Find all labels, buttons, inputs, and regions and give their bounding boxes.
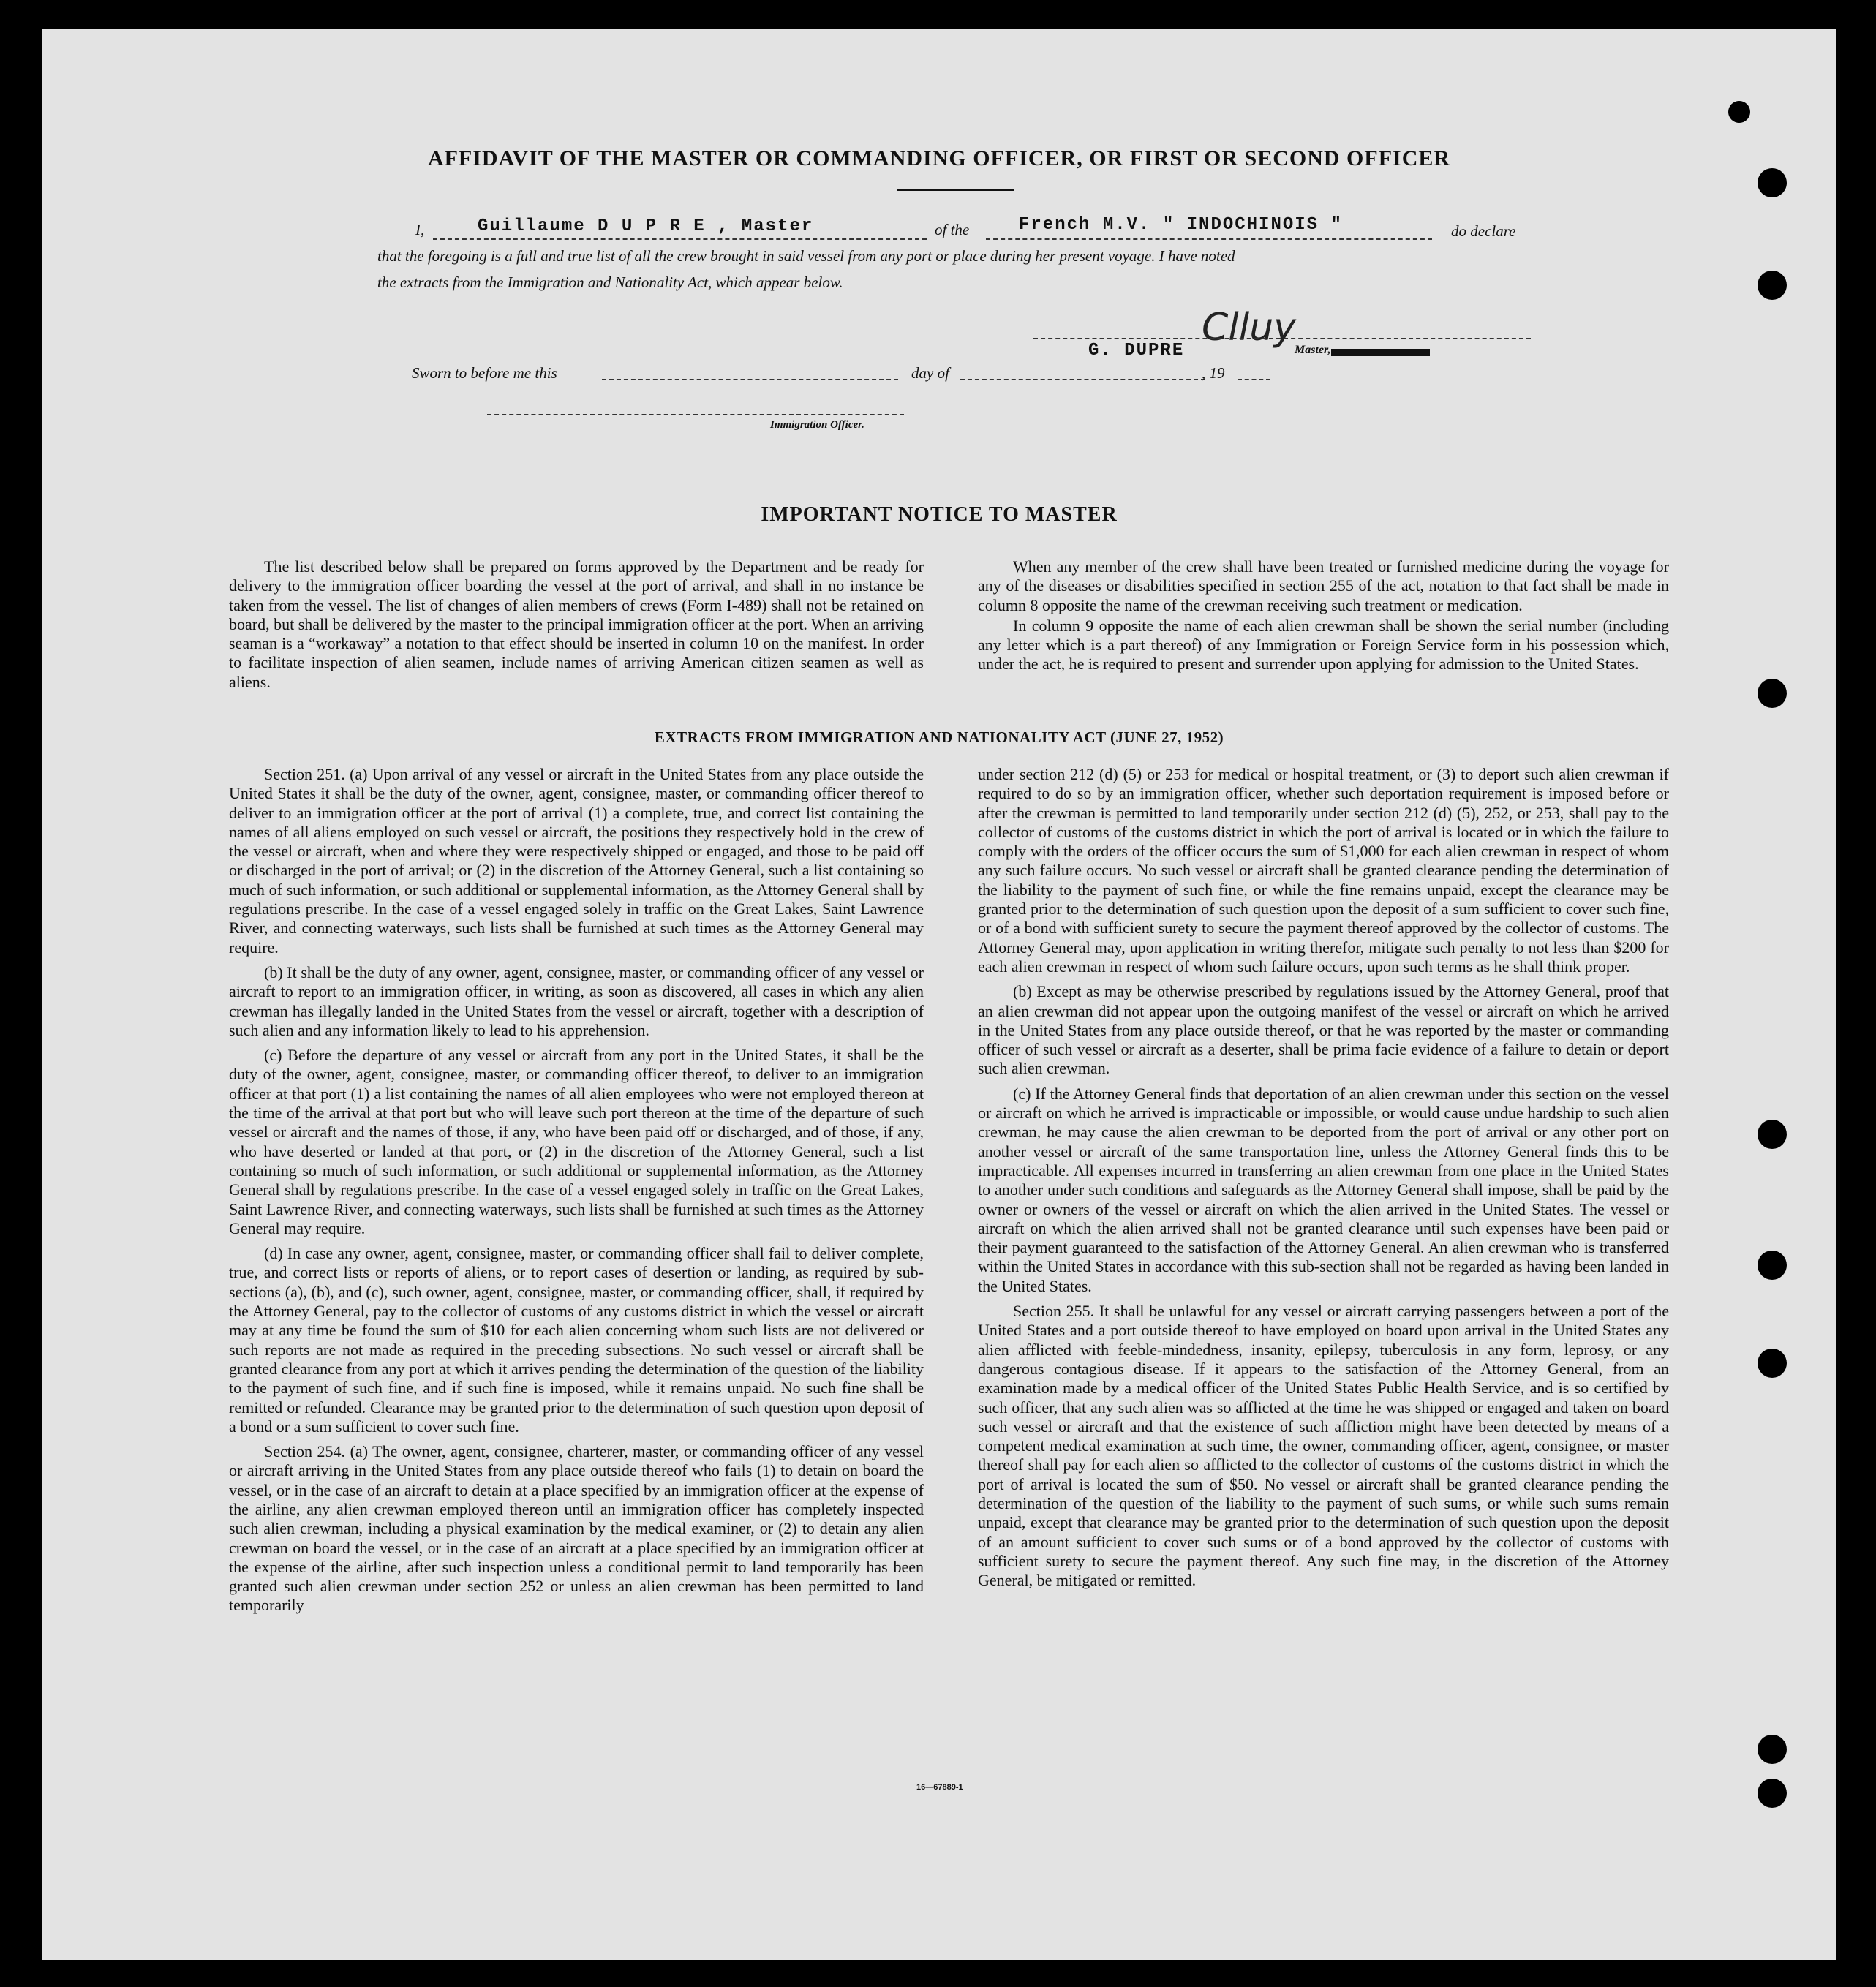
i-label: I, [415,221,425,238]
punch-hole [1758,1251,1787,1280]
do-declare-label: do declare [1451,222,1516,240]
document-page [42,29,1836,1960]
extracts-left-column [229,765,924,1621]
printer-code: 16—67889-1 [916,1783,963,1792]
extract-section-254c: (c) If the Attorney General finds that deportation of an alien crewman under this section on the vessel or aircraft on which he arrived is impracticable or impossible, or would cause undue hardship to such alien crewman, he may cause the alien crewman to be deported from the port of arrival or any other port on another vessel or aircraft of the same transportation line, unless the Attorney General finds this to be impracticable. All expenses incurred in transferring an alien crewman from one place in the United States to another under such conditions and safeguards as the Attorney General shall impose, shall be paid by the owner or owners of the vessel or aircraft on which the alien arrived in the United States. The vessel or aircraft on which the alien arrived shall not be granted clearance until such expenses have been paid or their payment guaranteed to the satisfaction of the Attorney General. An alien crewman who is transferred within the United States in accordance with this sub-section shall not be regarded as having been landed in the United States. [978,1084,1669,1295]
punch-hole [1758,168,1787,197]
extract-section-254a: Section 254. (a) The owner, agent, consignee, charterer, master, or commanding officer of any vessel or aircraft arriving in the United States from any place outside thereof who fails (1) to detain on board the vessel, or in the case of an aircraft to detain at a place specified by an immigration officer at the expense of the airline, any alien crewman employed thereon until an immigration officer has completely inspected such alien crewman, including a physical examination by the medical examiner, or (2) to detain any alien crewman on board the vessel, or in the case of an aircraft at a place specified by an immigration officer at the expense of the airline, after such inspection unless a conditional permit to land temporarily has been granted such alien crewman under section 252 or unless an alien crewman has been permitted to land temporarily [229,1442,924,1615]
extracts-heading: EXTRACTS FROM IMMIGRATION AND NATIONALITY ACT (JUNE 27, 1952) [654,728,1224,746]
struck-out-title [1331,349,1430,356]
master-signature: Clluy [1202,306,1296,350]
form-title: AFFIDAVIT OF THE MASTER OR COMMANDING OFFICER, OR FIRST OR SECOND OFFICER [427,146,1451,170]
declaration-line-1: that the foregoing is a full and true list of all the crew brought in said vessel from any port or place during her present voyage. I have noted [377,247,1235,265]
year-prefix: , 19 [1202,364,1225,382]
extract-section-251a: Section 251. (a) Upon arrival of any vessel or aircraft in the United States from any place outside the United States it shall be the duty of the owner, agent, consignee, master, or commanding officer thereof to deliver to an immigration officer at the port of arrival (1) a complete, true, and correct list containing the names of all aliens employed on such vessel or aircraft, the positions they respectively hold in the crew of the vessel or aircraft, when and where they were respectively shipped or engaged, and those to be paid off or discharged in the port of arrival; or (2) in the discretion of the Attorney General, such a list containing so much of such information, or such additional or supplemental information, as the Attorney General shall by regulations prescribe. In the case of a vessel engaged solely in traffic on the Great Lakes, Saint Lawrence River, and connecting waterways, such lists shall be furnished at such times as the Attorney General may require. [229,765,924,957]
notice-left-paragraph: The list described below shall be prepared on forms approved by the Department and be ready for delivery to the immigration officer boarding the vessel at the port of arrival, and shall in no instance be taken from the vessel. The list of changes of alien members of crews (Form I-489) shall not be retained on board, but shall be delivered by the master to the principal immigration officer at the port. When an arriving seaman is a “workaway” a notation to that effect should be inserted in column 10 on the manifest. In order to facilitate inspection of alien seamen, include names of arriving American citizen seamen as well as aliens. [229,557,924,691]
extract-section-251d: (d) In case any owner, agent, consignee, master, or commanding officer shall fail to deliver complete, true, and correct lists or reports of aliens, or to report cases of desertion or landing, as required by sub-sections (a), (b), and (c), such owner, agent, consignee, master, or commanding officer, shall, if required by the Attorney General, pay to the collector of customs of any customs district in which the vessel or aircraft may at any time be found the sum of $10 for each alien concerning whom such lists are not delivered or such reports are not made as required in the preceding subsections. No such vessel or aircraft shall be granted clearance from any port at which it arrives pending the determination of the question of the liability to the payment of such fine, and if such fine is imposed, while it remains unpaid. No such fine shall be remitted or refunded. Clearance may be granted prior to the determination of such question upon deposit of a bond or a sum sufficient to cover such fine. [229,1244,924,1436]
signed-name: G. DUPRE [1088,341,1185,361]
sworn-day-line [602,379,898,380]
punch-hole [1758,1735,1787,1764]
extracts-right-column [978,765,1669,1596]
sworn-year-line [1238,379,1270,380]
punch-hole [1758,679,1787,708]
sworn-month-line [960,379,1205,380]
master-name-line [433,238,927,240]
punch-hole-partial [1728,101,1750,123]
extract-section-254b: (b) Except as may be otherwise prescribed by regulations issued by the Attorney General, proof that an alien crewman did not appear upon the outgoing manifest of the vessel or aircraft on which he arrived in the United States from any place outside thereof, or that he was reported by the master or commanding officer of such vessel or aircraft as a deserter, shall be prima facie evidence of a failure to detain or deport such alien crewman. [978,982,1669,1078]
extract-section-251c: (c) Before the departure of any vessel or aircraft from any port in the United States, it shall be the duty of the owner, agent, consignee, master, or commanding officer thereof, to deliver to an immigration officer at that port (1) a list containing the names of all alien employees who were not employed thereon at the time of the arrival at that port but who will leave such port thereon at the time of the departure of such vessel or aircraft and the names of those, if any, who have been paid off or discharged, and of those, if any, who have deserted or landed at that port, or (2) in the discretion of the Attorney General, such a list containing so much of such information, or such additional or supplemental information, as the Attorney General shall by regulations prescribe. In the case of a vessel engaged solely in traffic on the Great Lakes, Saint Lawrence River, and connecting waterways, such lists shall be furnished at such times as the Attorney General may require. [229,1046,924,1237]
notice-right-paragraph-1: When any member of the crew shall have been treated or furnished medicine during the voyage for any of the diseases or disabilities specified in section 255 of the act, notation to that fact shall be made in column 8 opposite the name of the crewman receiving such treatment or medication. [978,557,1669,614]
of-the-label: of the [935,221,970,238]
vessel-name-field: French M.V. " INDOCHINOIS " [1019,215,1343,235]
signature-line [1033,338,1531,339]
notice-right-column [978,557,1669,680]
day-of-label: day of [911,364,949,382]
extract-section-254a-cont: under section 212 (d) (5) or 253 for medical or hospital treatment, or (3) to deport such alien crewman if required to do so by an immigration officer, whether such deportation requirement is imposed before or after the crewman is permitted to land temporarily under section 212 (d) (5), 252, or 253, shall pay to the collector of customs of the customs district in which the port of arrival is located or in which the failure to comply with the orders of the officer occurs the sum of $1,000 for each alien crewman in respect of whom any such failure occurs. No such vessel or aircraft shall be granted clearance pending the determination of the liability to the payment of such fine, or while the fine remains unpaid, except the clearance may be granted prior to the determination of such question upon the deposit of a sum sufficient to cover such fine, or of a bond with sufficient surety to secure the payment thereof approved by the collector of customs. The Attorney General may, upon application in writing therefor, mitigate such penalty to not less than $200 for each alien crewman in respect of whom such failure occurs, upon such terms as he shall think proper. [978,765,1669,976]
officer-label: Immigration Officer. [770,419,864,431]
title-underline [897,189,1014,191]
vessel-name-line [986,238,1432,240]
declaration-line-2: the extracts from the Immigration and Nationality Act, which appear below. [377,274,843,291]
officer-signature-line [487,414,904,415]
punch-hole [1758,1120,1787,1149]
notice-left-column [229,557,924,698]
punch-hole [1758,1349,1787,1378]
extract-section-251b: (b) It shall be the duty of any owner, agent, consignee, master, or commanding officer of any vessel or aircraft to report to an immigration officer, in writing, as soon as discovered, all cases in which any alien crewman has illegally landed in the United States from the vessel or aircraft, together with a description of such alien and any information likely to lead to his apprehension. [229,962,924,1039]
notice-heading: IMPORTANT NOTICE TO MASTER [761,503,1118,526]
sworn-label: Sworn to before me this [412,364,557,382]
extract-section-255: Section 255. It shall be unlawful for any vessel or aircraft carrying passengers between a port of the United States and a port outside thereof to have employed on board upon arrival in the United States any alien afflicted with feeble-mindedness, insanity, epilepsy, tuberculosis in any form, leprosy, or any dangerous contagious disease. If it appears to the satisfaction of the Attorney General, from an examination made by a medical officer of the United States Public Health Service, and is so certified by such officer, that any such alien was so afflicted at the time he was shipped or engaged and taken on board such vessel or aircraft and that the existence of such affliction might have been detected by means of a competent medical examination at such time, the owner, commanding officer, agent, consignee, or master thereof shall pay for each alien so afflicted to the collector of customs of the customs district in which the port of arrival is located the sum of $50. No vessel or aircraft shall be granted clearance pending the determination of the question of the liability to the payment of such sums, or while such sums remain unpaid, except that clearance may be granted prior to the determination of such question upon the deposit of an amount sufficient to cover such sums or of a bond approved by the collector of customs with sufficient surety to secure the payment thereof. Any such fine may, in the discretion of the Attorney General, be mitigated or remitted. [978,1302,1669,1590]
punch-hole [1758,271,1787,300]
master-name-field: Guillaume D U P R E , Master [478,216,814,236]
signer-title: Master, [1295,344,1331,356]
notice-right-paragraph-2: In column 9 opposite the name of each alien crewman shall be shown the serial number (including any letter which is a part thereof) of any Immigration or Foreign Service form in his possession which, under the act, he is required to present and surrender upon applying for admission to the United States. [978,616,1669,674]
punch-hole [1758,1779,1787,1808]
